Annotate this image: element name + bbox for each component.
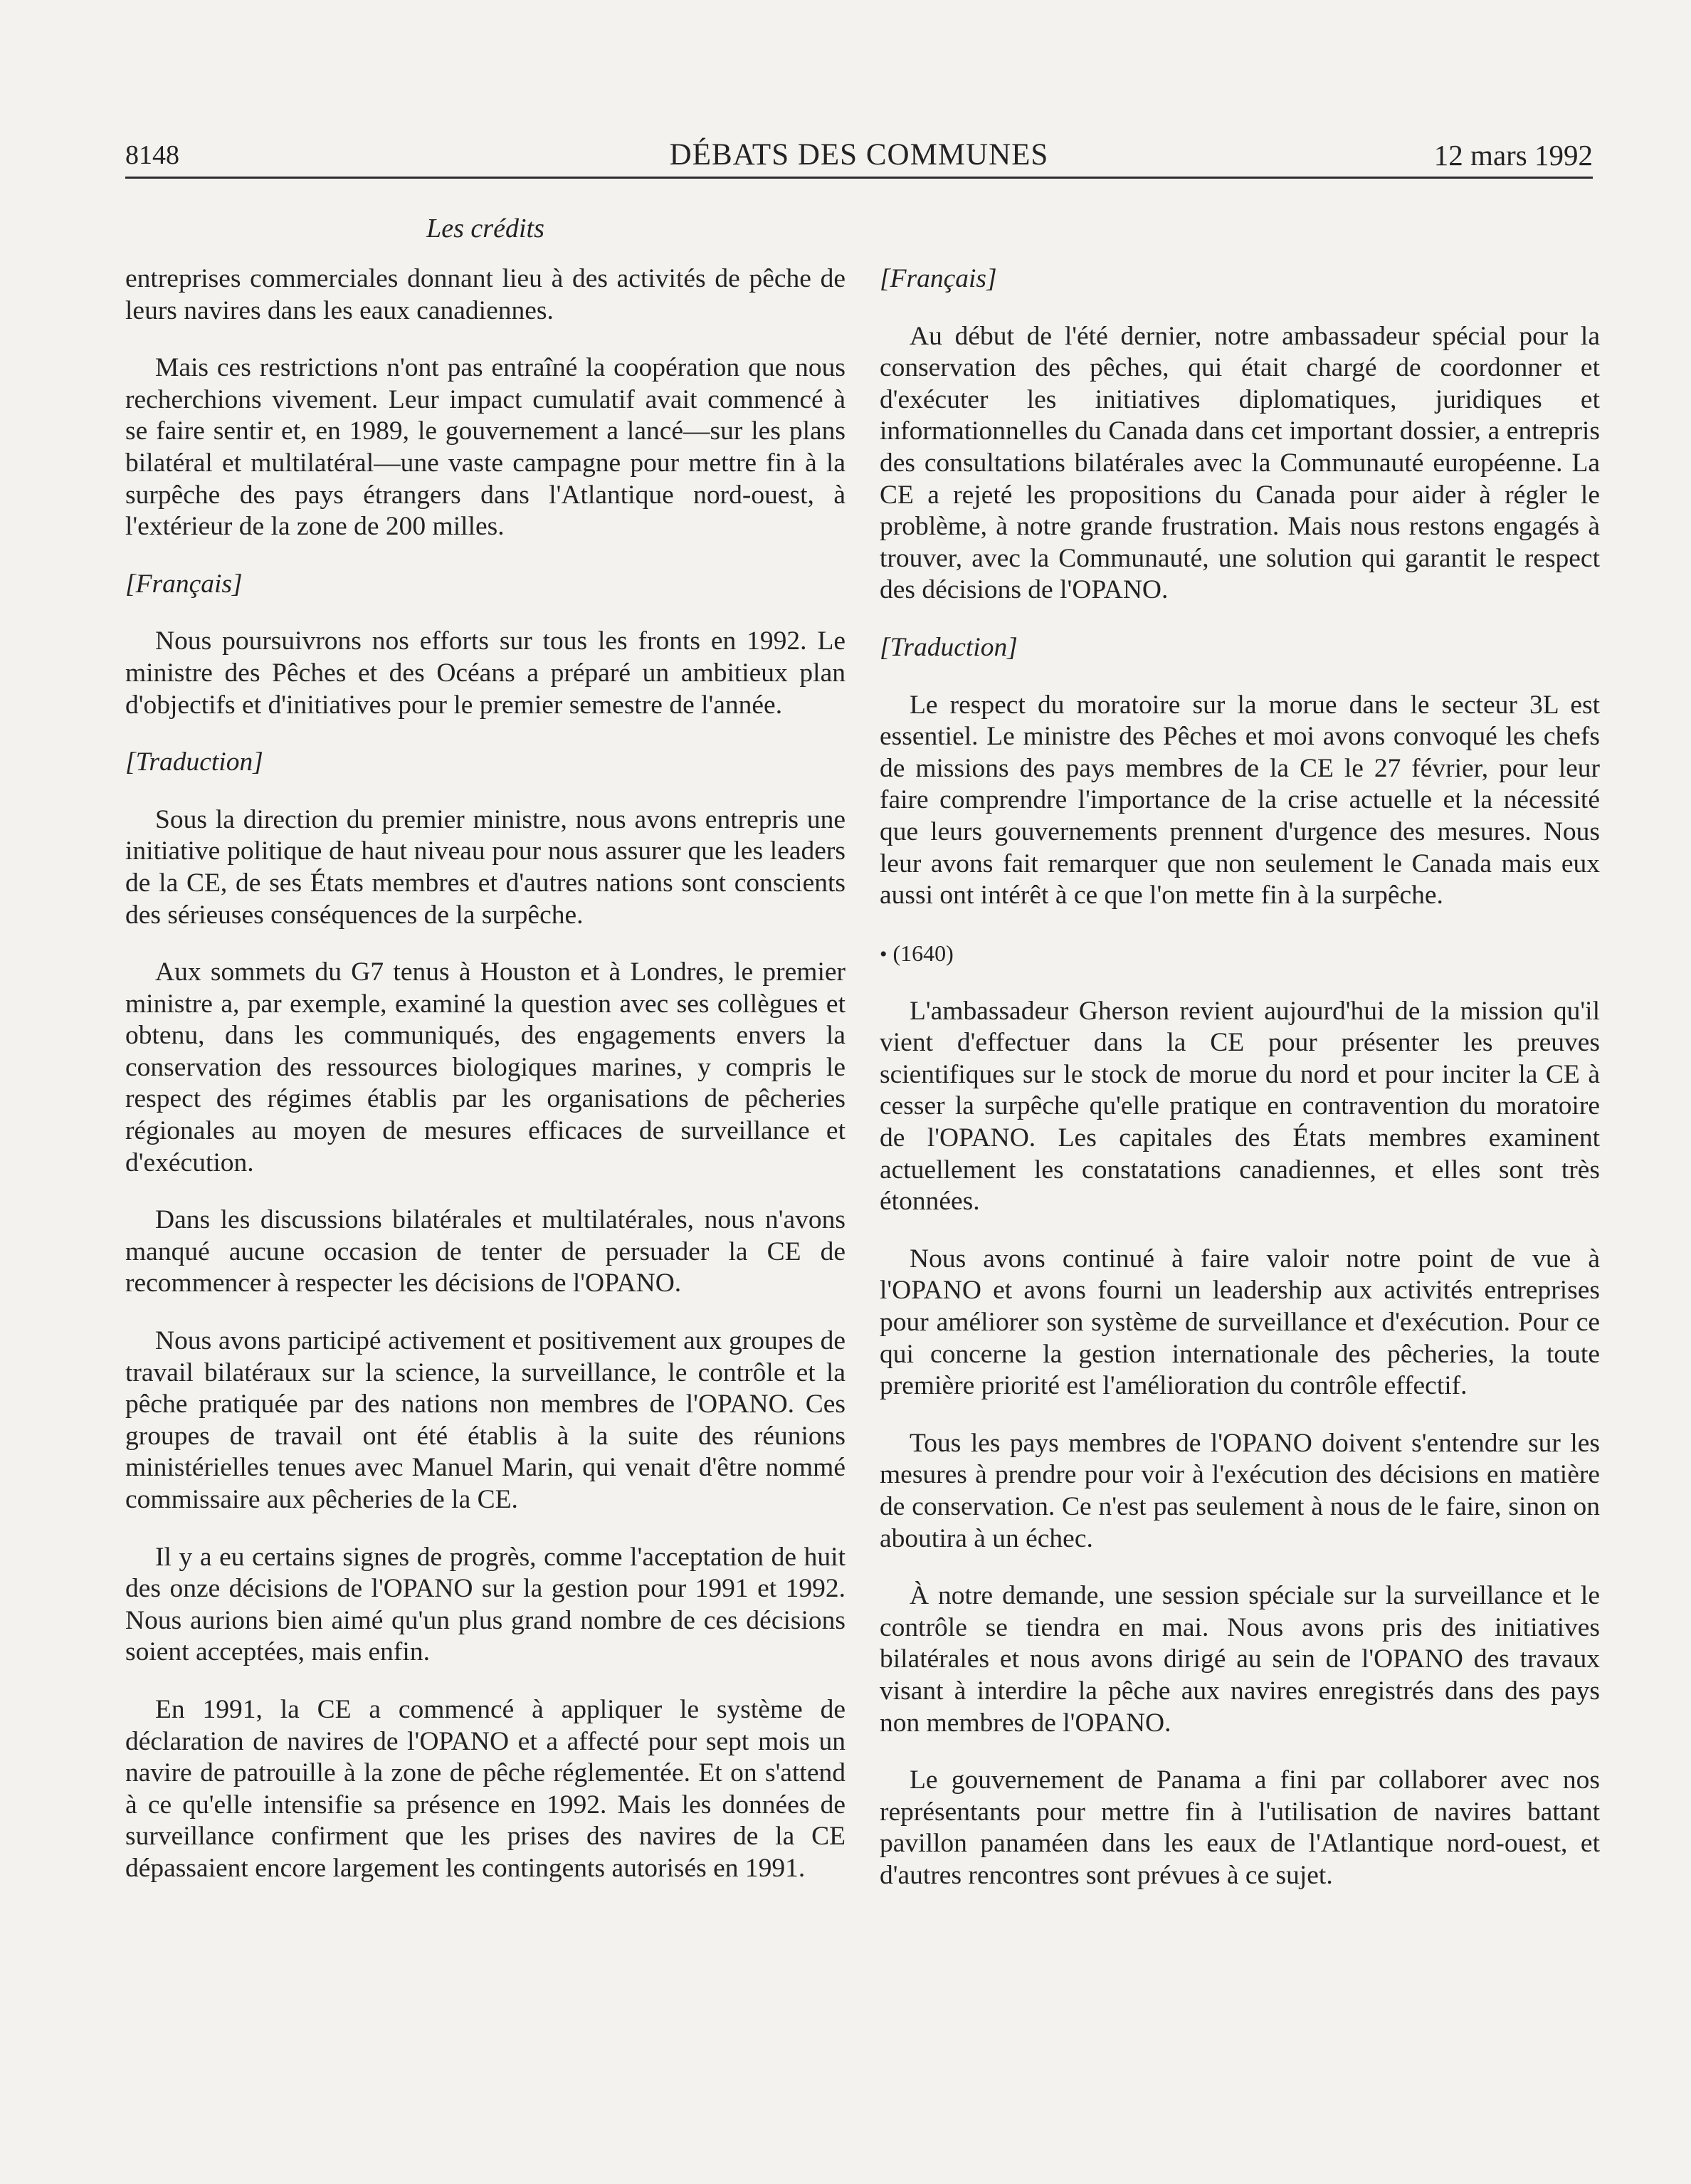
- paragraph: Sous la direction du premier ministre, nous avons entrepris une initiative politique de haut niveau pour nous assurer que les leaders de la CE, de ses États membres et d'autres nations sont conscients des sérieuses conséquences de la surpêche.: [125, 804, 846, 930]
- page-header: [125, 135, 1593, 175]
- language-tag: [Traduction]: [880, 632, 1018, 662]
- paragraph: Il y a eu certains signes de progrès, comme l'acceptation de huit des onze décisions de l'OPANO sur la gestion pour 1991 et 1992. Nous aurions bien aimé qu'un plus grand nombre de ces décisions soient acceptées, mais enfin.: [125, 1542, 846, 1667]
- language-tag: [Français]: [125, 569, 243, 599]
- paragraph: Le respect du moratoire sur la morue dans le secteur 3L est essentiel. Le ministre des Pêches et moi avons convoqué les chefs de missions des pays membres de la CE le 27 février, pour leur faire comprendre l'importance de la crise actuelle et la nécessité que leurs gouvernements prennent d'urgence des mesures. Nous leur avons fait remarquer que non seulement le Canada mais eux aussi ont intérêt à ce que l'on mette fin à la surpêche.: [880, 690, 1600, 910]
- section-title: Les crédits: [426, 214, 544, 243]
- header-rule: [125, 177, 1593, 179]
- bullet-icon: •: [880, 942, 887, 966]
- paragraph: Tous les pays membres de l'OPANO doivent s'entendre sur les mesures à prendre pour voir à l'exécution des décisions en matière de conservation. Ce n'est pas seulement à nous de le faire, sinon on aboutira à un échec.: [880, 1428, 1600, 1553]
- paragraph: En 1991, la CE a commencé à appliquer le système de déclaration de navires de l'OPANO et a affecté pour sept mois un navire de patrouille à la zone de pêche réglementée. Et on s'attend à ce qu'elle intensifie sa présence en 1992. Mais les données de surveillance confirment que les prises des navires de la CE dépassaient encore largement les contingents autorisés en 1991.: [125, 1694, 846, 1883]
- paragraph: entreprises commerciales donnant lieu à des activités de pêche de leurs navires dans les eaux canadiennes.: [125, 264, 846, 325]
- language-tag: [Français]: [880, 264, 997, 293]
- paragraph: Nous poursuivrons nos efforts sur tous les fronts en 1992. Le ministre des Pêches et des Océans a préparé un ambitieux plan d'objectifs et d'initiatives pour le premier semestre de l'année.: [125, 626, 846, 720]
- paragraph: Le gouvernement de Panama a fini par collaborer avec nos représentants pour mettre fin à l'utilisation de navires battant pavillon panaméen dans les eaux de l'Atlantique nord-ouest, et d'autres rencontres sont prévues à ce sujet.: [880, 1765, 1600, 1890]
- publication-date: 12 mars 1992: [1433, 139, 1593, 172]
- paragraph: Nous avons continué à faire valoir notre point de vue à l'OPANO et avons fourni un leadership aux activités entreprises pour améliorer son système de surveillance et d'exécution. Pour ce qui concerne la gestion internationale des pêcheries, la toute première priorité est l'amélioration du contrôle effectif.: [880, 1244, 1600, 1401]
- left-column: [125, 263, 846, 1911]
- paragraph: Aux sommets du G7 tenus à Houston et à Londres, le premier ministre a, par exemple, examiné la question avec ses collègues et obtenu, dans les communiqués, des engagements envers la conservation des ressources biologiques marines, y compris le respect des régimes établis par les organisations de pêcheries régionales au moyen de mesures efficaces de surveillance et d'exécution.: [125, 957, 846, 1177]
- time-marker: [880, 938, 1600, 970]
- page-number: 8148: [125, 140, 179, 170]
- publication-title: DÉBATS DES COMMUNES: [669, 138, 1049, 172]
- paragraph: L'ambassadeur Gherson revient aujourd'hui de la mission qu'il vient d'effectuer dans la CE pour présenter les preuves scientifiques sur le stock de morue du nord et pour inciter la CE à cesser la surpêche qu'elle pratique en contravention du moratoire de l'OPANO. Les capitales des États membres examinent actuellement les constatations canadiennes, et elles sont très étonnées.: [880, 996, 1600, 1217]
- paragraph: À notre demande, une session spéciale sur la surveillance et le contrôle se tiendra en mai. Nous avons pris des initiatives bilatérales et nous avons dirigé au sein de l'OPANO des travaux visant à interdire la pêche aux navires enregistrés dans des pays non membres de l'OPANO.: [880, 1581, 1600, 1738]
- paragraph: Nous avons participé activement et positivement aux groupes de travail bilatéraux sur la science, la surveillance, le contrôle et la pêche pratiquée par des nations non membres de l'OPANO. Ces groupes de travail ont été établis à la suite des réunions ministérielles tenues avec Manuel Marin, qui venait d'être nommé commissaire aux pêcheries de la CE.: [125, 1326, 846, 1514]
- paragraph: Mais ces restrictions n'ont pas entraîné la coopération que nous recherchions vivement. Leur impact cumulatif avait commencé à se faire sentir et, en 1989, le gouvernement a lancé—sur les plans bilatéral et multilatéral—une vaste campagne pour mettre fin à la surpêche des pays étrangers dans l'Atlantique nord-ouest, à l'extérieur de la zone de 200 milles.: [125, 353, 846, 542]
- paragraph: Au début de l'été dernier, notre ambassadeur spécial pour la conservation des pêches, qui était chargé de coordonner et d'exécuter les initiatives diplomatiques, juridiques et informationnelles du Canada dans cet important dossier, a entrepris des consultations bilatérales avec la Communauté européenne. La CE a rejeté les propositions du Canada pour aider à régler le problème, à notre grande frustration. Mais nous restons engagés à trouver, avec la Communauté, une solution qui garantit le respect des décisions de l'OPANO.: [880, 321, 1600, 605]
- language-tag: [Traduction]: [125, 747, 263, 777]
- time-marker-text: (1640): [892, 940, 954, 966]
- right-column: [880, 263, 1600, 1918]
- paragraph: Dans les discussions bilatérales et multilatérales, nous n'avons manqué aucune occasion de tenter de persuader la CE de recommencer à respecter les décisions de l'OPANO.: [125, 1205, 846, 1298]
